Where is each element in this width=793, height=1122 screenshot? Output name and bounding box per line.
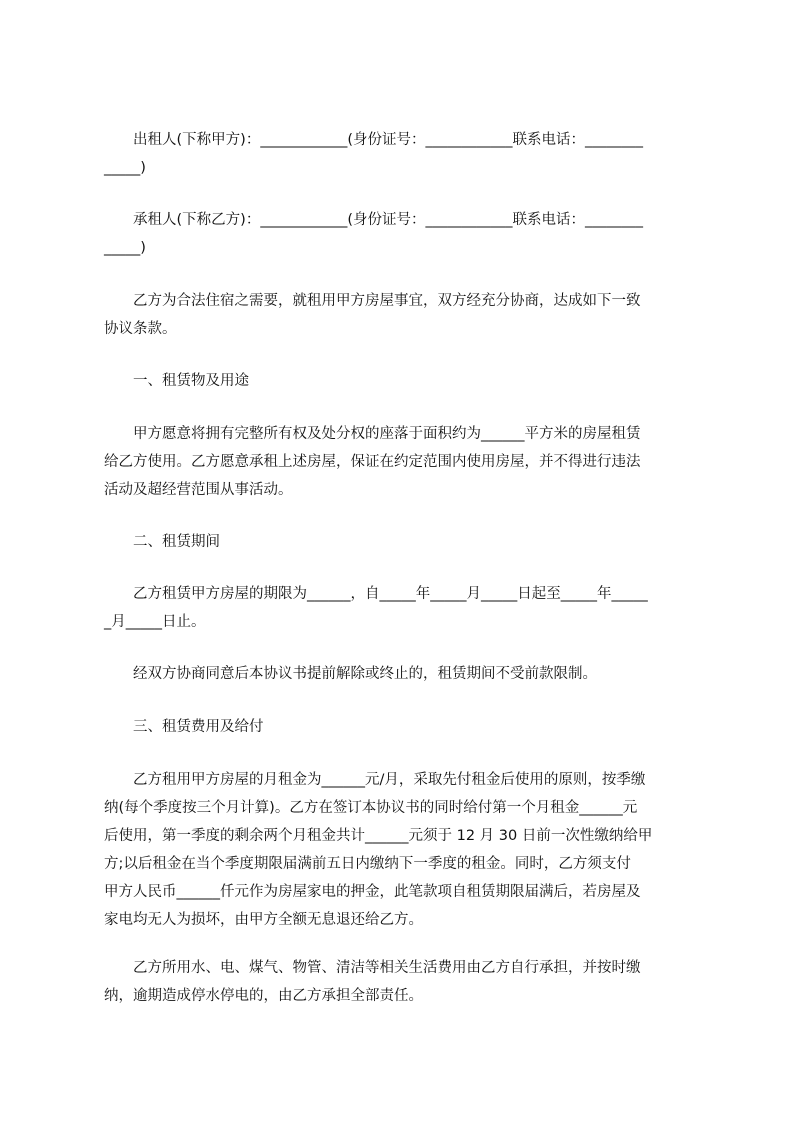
clause-2b-paragraph [104,660,694,688]
intro-paragraph [104,287,694,343]
text-line: 甲方人民币______仟元作为房屋家电的押金，此笔款项自租赁期限届满后，若房屋及 [104,884,641,900]
text-line: 出租人(下称甲方)：____________(身份证号：____________联系电话：________ [104,132,643,148]
text-line: 乙方所用水、电、煤气、物管、清洁等相关生活费用由乙方自行承担，并按时缴 [104,960,641,976]
section-heading-2 [104,528,694,556]
heading-line: 二、租赁期间 [104,534,220,550]
text-line: 乙方租赁甲方房屋的期限为______，自_____年_____月_____日起至_____年_____ [104,586,648,602]
text-line: _____) [104,160,146,176]
text-line: _月_____日止。 [104,614,206,630]
text-line: 承租人(下称乙方)：____________(身份证号：____________联系电话：________ [104,212,643,228]
section-heading-3 [104,713,694,741]
text-line: 纳(每个季度按三个月计算)。乙方在签订本协议书的同时给付第一个月租金______元 [104,800,638,816]
text-line: 方;以后租金在当个季度期限届满前五日内缴纳下一季度的租金。同时，乙方须支付 [104,856,631,872]
text-line: _____) [104,240,146,256]
text-line: 乙方租用甲方房屋的月租金为______元/月，采取先付租金后使用的原则，按季缴 [104,772,646,788]
text-line: 纳，逾期造成停水停电的，由乙方承担全部责任。 [104,988,423,1004]
text-line: 乙方为合法住宿之需要，就租用甲方房屋事宜，双方经充分协商，达成如下一致 [104,293,641,309]
text-line: 甲方愿意将拥有完整所有权及处分权的座落于面积约为______平方米的房屋租赁 [104,426,641,442]
text-line: 经双方协商同意后本协议书提前解除或终止的，租赁期间不受前款限制。 [104,666,597,682]
heading-line: 一、租赁物及用途 [104,373,249,389]
heading-line: 三、租赁费用及给付 [104,719,264,735]
text-line: 协议条款。 [104,321,177,337]
text-line: 给乙方使用。乙方愿意承租上述房屋，保证在约定范围内使用房屋，并不得进行违法 [104,454,641,470]
section-heading-1 [104,367,694,395]
clause-2a-paragraph [104,580,694,636]
clause-3b-paragraph [104,954,694,1010]
lessor-info [104,126,694,182]
clause-1-paragraph [104,420,694,504]
text-line: 后使用，第一季度的剩余两个月租金共计______元须于 12 月 30 日前一次性缴纳给甲 [104,828,653,844]
text-line: 活动及超经营范围从事活动。 [104,482,293,498]
clause-3a-paragraph [104,766,694,934]
lessee-info [104,206,694,262]
text-line: 家电均无人为损坏，由甲方全额无息退还给乙方。 [104,912,423,928]
